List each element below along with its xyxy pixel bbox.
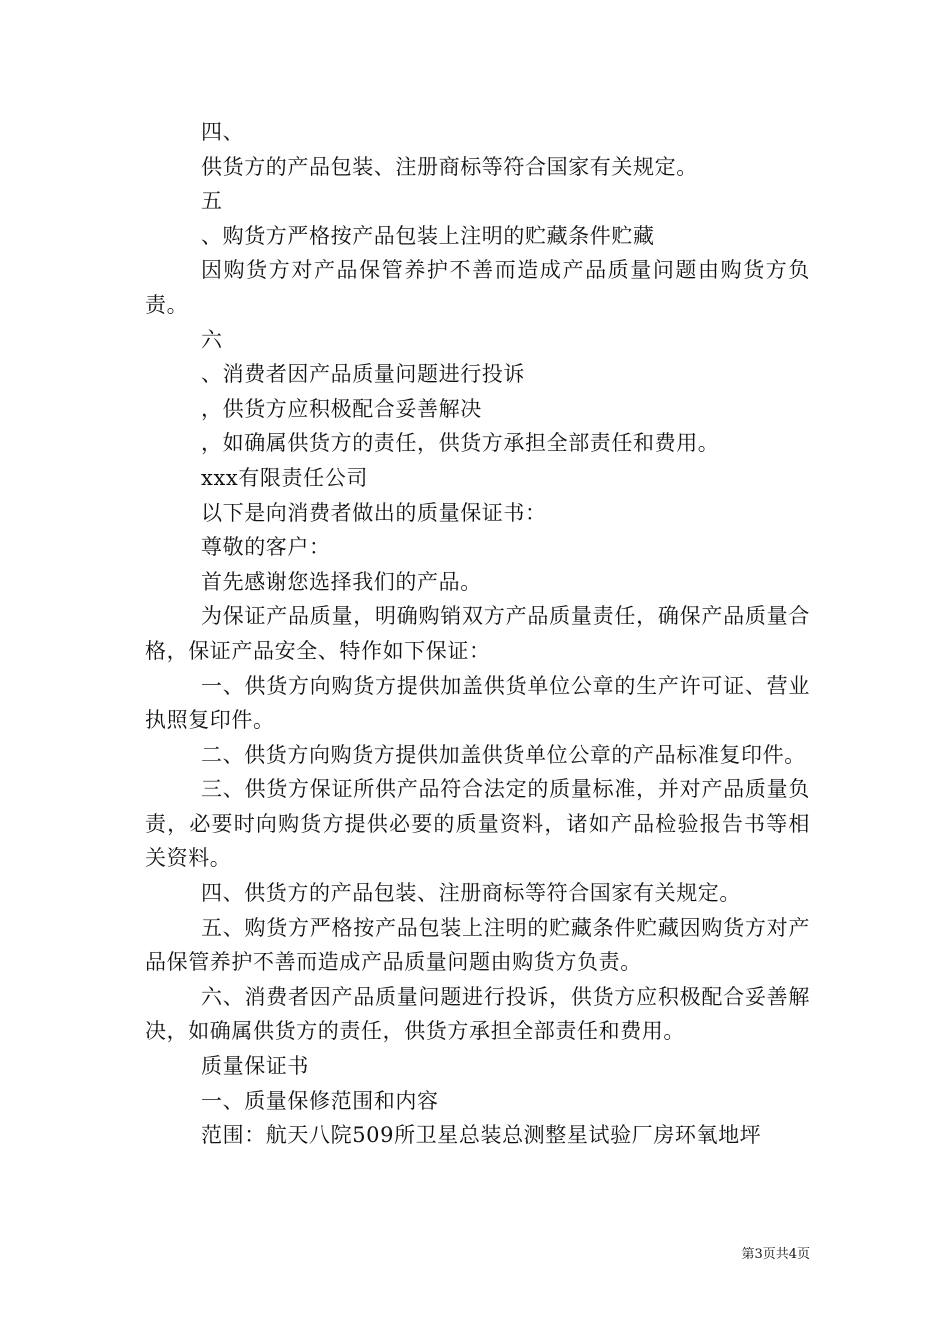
paragraph: 首先感谢您选择我们的产品。 <box>201 569 482 594</box>
paragraph: 六、消费者因产品质量问题进行投诉，供货方应积极配合妥善解决，如确属供货方的责任，供货方承担全部责任和费用。 <box>145 984 810 1044</box>
paragraph: 一、供货方向购货方提供加盖供货单位公章的生产许可证、营业执照复印件。 <box>145 673 810 733</box>
section-heading: 质量保证书 <box>201 1054 309 1079</box>
paragraph: 供货方的产品包装、注册商标等符合国家有关规定。 <box>201 154 698 179</box>
paragraph: 三、供货方保证所供产品符合法定的质量标准，并对产品质量负责，必要时向购货方提供必要的质量资料，诸如产品检验报告书等相关资料。 <box>145 777 810 871</box>
page-number: 第3页共4页 <box>741 1247 810 1262</box>
paragraph: 四、供货方的产品包装、注册商标等符合国家有关规定。 <box>201 881 741 906</box>
paragraph: 五、购货方严格按产品包装上注明的贮藏条件贮藏因购货方对产品保管养护不善而造成产品质量问题由购货方负责。 <box>145 915 810 975</box>
paragraph: 为保证产品质量，明确购销双方产品质量责任，确保产品质量合格，保证产品安全、特作如下保证： <box>145 604 810 663</box>
paragraph: 因购货方对产品保管养护不善而造成产品质量问题由购货方负责。 <box>145 258 810 317</box>
paragraph: 以下是向消费者做出的质量保证书： <box>201 500 547 525</box>
paragraph: 、购货方严格按产品包装上注明的贮藏条件贮藏 <box>201 223 655 248</box>
paragraph: 范围：航天八院509所卫星总装总测整星试验厂房环氧地坪 <box>201 1123 762 1148</box>
paragraph: ，供货方应积极配合妥善解决 <box>201 396 482 421</box>
paragraph: 五 <box>201 189 223 214</box>
document-body <box>145 115 810 1153</box>
paragraph: 六 <box>201 327 223 352</box>
salutation: 尊敬的客户： <box>201 535 331 560</box>
paragraph: 、消费者因产品质量问题进行投诉 <box>201 362 525 387</box>
paragraph: 四、 <box>201 120 245 144</box>
paragraph: ，如确属供货方的责任，供货方承担全部责任和费用。 <box>201 431 720 456</box>
paragraph: 二、供货方向购货方提供加盖供货单位公章的产品标准复印件。 <box>201 742 806 767</box>
paragraph: 一、质量保修范围和内容 <box>201 1088 439 1113</box>
company-name: xxx有限责任公司 <box>201 465 368 490</box>
